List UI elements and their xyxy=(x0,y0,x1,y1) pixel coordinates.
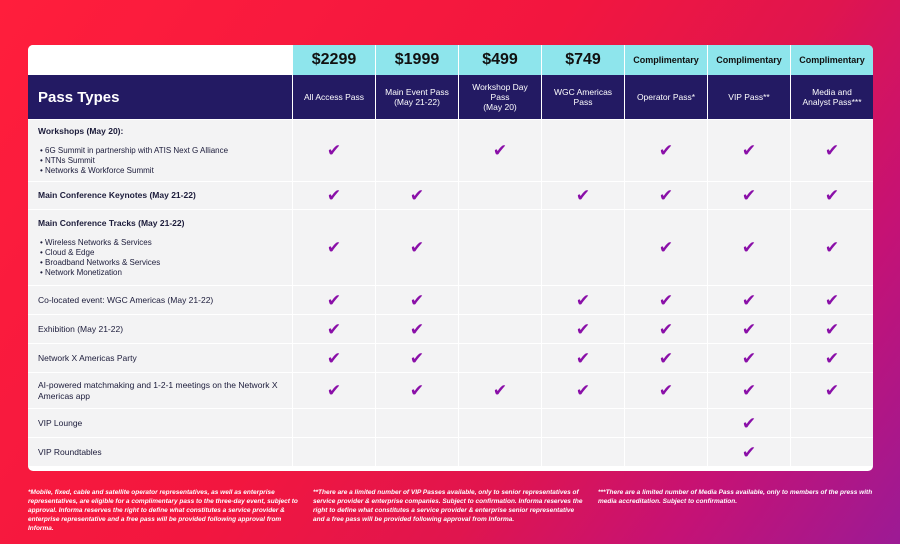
pass-cell xyxy=(541,314,624,343)
feature-cell xyxy=(28,181,292,209)
pass-cell xyxy=(790,314,873,343)
pass-cell xyxy=(375,209,458,285)
pass-cell xyxy=(790,209,873,285)
feature-label: VIP Roundtables xyxy=(38,446,102,457)
pass-cell xyxy=(541,119,624,181)
pass-name-wgc-americas xyxy=(541,75,624,119)
checkmark-icon: ✔ xyxy=(741,238,757,257)
pass-types-title: Pass Types xyxy=(28,75,292,119)
pass-cell xyxy=(375,181,458,209)
pass-cell xyxy=(458,314,541,343)
feature-row xyxy=(28,408,873,437)
pass-name-line: (May 20) xyxy=(483,102,517,112)
pass-cell xyxy=(707,343,790,372)
feature-label: VIP Lounge xyxy=(38,417,83,428)
feature-bullet: • Network Monetization xyxy=(40,268,282,278)
price-row-blank xyxy=(28,45,292,75)
pass-cell xyxy=(458,437,541,466)
pass-cell xyxy=(375,314,458,343)
checkmark-icon: ✔ xyxy=(824,290,840,310)
pass-cell xyxy=(292,181,375,209)
pass-cell xyxy=(375,285,458,314)
pass-cell xyxy=(624,209,707,285)
pass-cell xyxy=(458,209,541,285)
pass-name-vip xyxy=(707,75,790,119)
pass-name-line: Workshop Day xyxy=(472,82,528,92)
pass-name-line: Operator Pass* xyxy=(636,92,696,102)
feature-label: Main Conference Tracks (May 21-22) xyxy=(38,217,185,228)
checkmark-icon: ✔ xyxy=(741,348,757,368)
pass-cell xyxy=(624,372,707,408)
pass-cell xyxy=(541,285,624,314)
pass-cell xyxy=(707,285,790,314)
checkmark-icon: ✔ xyxy=(741,141,757,160)
pass-cell xyxy=(707,408,790,437)
pass-cell xyxy=(790,181,873,209)
pass-name-line: WGC Americas xyxy=(553,87,613,97)
feature-row xyxy=(28,372,873,408)
pass-cell xyxy=(790,408,873,437)
pass-name-all-access xyxy=(292,75,375,119)
checkmark-icon: ✔ xyxy=(658,290,674,310)
checkmark-icon: ✔ xyxy=(824,238,840,257)
pass-cell xyxy=(541,437,624,466)
feature-label: Co-located event: WGC Americas (May 21-22) xyxy=(38,294,214,305)
feature-cell xyxy=(28,119,292,181)
feature-bullet-list xyxy=(38,146,282,176)
price-media-analyst: Complimentary xyxy=(790,45,873,75)
pass-cell xyxy=(458,408,541,437)
checkmark-icon: ✔ xyxy=(409,381,425,400)
checkmark-icon: ✔ xyxy=(824,381,840,400)
checkmark-icon: ✔ xyxy=(409,186,425,205)
pass-name-workshop-day xyxy=(458,75,541,119)
feature-cell xyxy=(28,372,292,408)
feature-label: AI-powered matchmaking and 1-2-1 meetings on the Network X Americas app xyxy=(38,379,278,401)
pass-cell xyxy=(707,372,790,408)
pass-cell xyxy=(541,372,624,408)
checkmark-icon: ✔ xyxy=(575,381,591,400)
pass-name-line: Main Event Pass xyxy=(385,87,449,97)
checkmark-icon: ✔ xyxy=(658,186,674,205)
pass-name-line: (May 21-22) xyxy=(394,97,440,107)
pass-cell xyxy=(541,209,624,285)
checkmark-icon: ✔ xyxy=(741,413,757,433)
pass-name-line: Pass xyxy=(490,92,510,102)
pass-name-operator xyxy=(624,75,707,119)
pass-cell xyxy=(707,314,790,343)
feature-cell xyxy=(28,285,292,314)
pass-cell xyxy=(458,372,541,408)
pass-cell xyxy=(292,209,375,285)
pass-cell xyxy=(292,372,375,408)
pass-cell xyxy=(292,343,375,372)
price-main-event: $1999 xyxy=(375,45,458,75)
feature-cell xyxy=(28,314,292,343)
pass-cell xyxy=(541,343,624,372)
feature-bullet: • Broadband Networks & Services xyxy=(40,258,282,268)
price-operator: Complimentary xyxy=(624,45,707,75)
pass-cell xyxy=(624,181,707,209)
footnote-operator: *Mobile, fixed, cable and satellite operator representatives, as well as enterprise representatives, are eligible for a complimentary pass to the three-day event, subject to approval. Informa reserves the right to define what constitutes a service provider & enterprise representative and a free pass will be provided following approval from Informa. xyxy=(28,489,298,532)
checkmark-icon: ✔ xyxy=(409,290,425,310)
checkmark-icon: ✔ xyxy=(741,381,757,400)
checkmark-icon: ✔ xyxy=(575,319,591,339)
feature-row xyxy=(28,343,873,372)
pass-cell xyxy=(707,209,790,285)
pass-cell xyxy=(375,343,458,372)
feature-bullet-list xyxy=(38,238,282,278)
feature-bullet: • Cloud & Edge xyxy=(40,248,282,258)
pass-cell xyxy=(790,343,873,372)
checkmark-icon: ✔ xyxy=(824,319,840,339)
feature-row xyxy=(28,181,873,209)
pass-cell xyxy=(624,285,707,314)
pass-cell xyxy=(375,119,458,181)
price-row xyxy=(28,45,873,75)
pass-cell xyxy=(541,408,624,437)
price-vip: Complimentary xyxy=(707,45,790,75)
pass-name-line: Analyst Pass*** xyxy=(802,97,862,107)
price-wgc-americas: $749 xyxy=(541,45,624,75)
price-all-access: $2299 xyxy=(292,45,375,75)
checkmark-icon: ✔ xyxy=(326,319,342,339)
feature-row xyxy=(28,285,873,314)
footnote-media: ***There are a limited number of Media Pass available, only to members of the press with media accreditation. Subject to confirmation. xyxy=(598,489,873,505)
feature-row xyxy=(28,437,873,466)
feature-label: Network X Americas Party xyxy=(38,352,137,363)
pass-cell xyxy=(458,285,541,314)
checkmark-icon: ✔ xyxy=(658,381,674,400)
pass-name-line: Media and xyxy=(812,87,852,97)
pass-cell xyxy=(375,437,458,466)
pass-cell xyxy=(624,408,707,437)
pass-cell xyxy=(790,119,873,181)
checkmark-icon: ✔ xyxy=(492,141,508,160)
checkmark-icon: ✔ xyxy=(575,290,591,310)
pass-cell xyxy=(458,181,541,209)
feature-cell xyxy=(28,343,292,372)
checkmark-icon: ✔ xyxy=(409,348,425,368)
feature-bullet: • Wireless Networks & Services xyxy=(40,238,282,248)
pass-cell xyxy=(790,285,873,314)
feature-row xyxy=(28,209,873,285)
checkmark-icon: ✔ xyxy=(658,348,674,368)
checkmark-icon: ✔ xyxy=(409,238,425,257)
footnote-vip: **There are a limited number of VIP Passes available, only to senior representatives of service provider & enterprise companies. Subject to confirmation. Informa reserves the right to define what constitutes a service provider & enterprise senior representative and a free pass will be provided following approval from Informa. xyxy=(313,489,583,523)
feature-bullet: • 6G Summit in partnership with ATIS Next G Alliance xyxy=(40,146,282,156)
pass-cell xyxy=(624,343,707,372)
pass-cell xyxy=(790,372,873,408)
pass-cell xyxy=(292,314,375,343)
pass-comparison-panel xyxy=(28,45,873,471)
checkmark-icon: ✔ xyxy=(741,442,757,462)
feature-label: Main Conference Keynotes (May 21-22) xyxy=(38,190,196,200)
pass-cell xyxy=(624,437,707,466)
feature-row xyxy=(28,314,873,343)
feature-cell xyxy=(28,209,292,285)
pass-comparison-table xyxy=(28,45,873,466)
pass-name-line: VIP Pass** xyxy=(728,92,770,102)
pass-cell xyxy=(292,437,375,466)
pass-cell xyxy=(458,343,541,372)
pass-name-line: All Access Pass xyxy=(304,92,364,102)
pass-name-line: Pass xyxy=(573,97,593,107)
checkmark-icon: ✔ xyxy=(741,319,757,339)
price-workshop-day: $499 xyxy=(458,45,541,75)
checkmark-icon: ✔ xyxy=(741,290,757,310)
checkmark-icon: ✔ xyxy=(824,141,840,160)
checkmark-icon: ✔ xyxy=(326,381,342,400)
pass-cell xyxy=(458,119,541,181)
pass-name-main-event xyxy=(375,75,458,119)
pass-cell xyxy=(292,119,375,181)
checkmark-icon: ✔ xyxy=(492,381,508,400)
checkmark-icon: ✔ xyxy=(658,238,674,257)
checkmark-icon: ✔ xyxy=(575,348,591,368)
pass-cell xyxy=(375,372,458,408)
feature-label: Workshops (May 20): xyxy=(38,125,124,136)
pass-cell xyxy=(707,119,790,181)
checkmark-icon: ✔ xyxy=(824,348,840,368)
feature-row xyxy=(28,119,873,181)
checkmark-icon: ✔ xyxy=(326,141,342,160)
feature-label: Exhibition (May 21-22) xyxy=(38,323,124,334)
checkmark-icon: ✔ xyxy=(326,238,342,257)
pass-cell xyxy=(375,408,458,437)
checkmark-icon: ✔ xyxy=(824,186,840,205)
checkmark-icon: ✔ xyxy=(658,141,674,160)
pass-cell xyxy=(292,408,375,437)
checkmark-icon: ✔ xyxy=(575,186,591,205)
pass-cell xyxy=(292,285,375,314)
checkmark-icon: ✔ xyxy=(658,319,674,339)
pass-cell xyxy=(707,437,790,466)
pass-types-header-row xyxy=(28,75,873,119)
pass-cell xyxy=(707,181,790,209)
feature-bullet: • Networks & Workforce Summit xyxy=(40,166,282,176)
pass-name-media-analyst xyxy=(790,75,873,119)
pass-cell xyxy=(541,181,624,209)
pass-cell xyxy=(624,119,707,181)
feature-cell xyxy=(28,408,292,437)
feature-bullet: • NTNs Summit xyxy=(40,156,282,166)
pass-cell xyxy=(790,437,873,466)
checkmark-icon: ✔ xyxy=(326,290,342,310)
feature-cell xyxy=(28,437,292,466)
checkmark-icon: ✔ xyxy=(409,319,425,339)
checkmark-icon: ✔ xyxy=(741,186,757,205)
pass-cell xyxy=(624,314,707,343)
checkmark-icon: ✔ xyxy=(326,348,342,368)
checkmark-icon: ✔ xyxy=(326,186,342,205)
